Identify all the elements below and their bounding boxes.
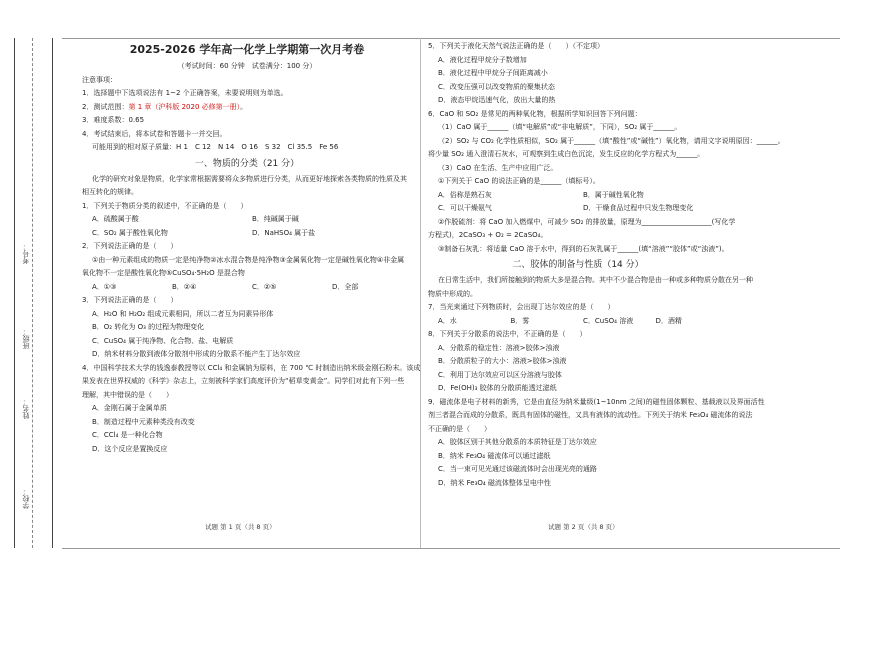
question-2-statements: ①由一种元素组成的物质一定是纯净物②冰水混合物是纯净物③金属氧化物一定是碱性氧化物④非金属 xyxy=(92,255,405,264)
question-9: 9．磁流体是电子材料的新秀，它是由直径为纳米量级(1~10nm 之间)的磁性固体颗粒、基载液以及界面活性 xyxy=(428,397,765,406)
intro-text: 化学的研究对象是物质，化学家常根据需要将众多物质进行分类，从而更好地探索各类物质的性质及其 xyxy=(92,174,407,183)
question-4-cont: 理解，其中错误的是（ ） xyxy=(82,390,173,399)
section-heading: 一、物质的分类（21 分） xyxy=(194,158,300,169)
option: D．纳米 Fe₃O₄ 磁流体整体呈电中性 xyxy=(438,478,551,487)
question-6: 6．CaO 和 SO₂ 是常见的两种氧化物，根据所学知识回答下列问题： xyxy=(428,109,642,118)
section-heading: 二、胶体的制备与性质（14 分） xyxy=(512,260,644,270)
question-6-part: ①下列关于 CaO 的说法正确的是______（填标号）。 xyxy=(438,177,600,185)
question-6-part: （1）CaO 属于______（填“电解质”或“非电解质”，下同），SO₂ 属于______。 xyxy=(438,123,682,131)
option: C．可以干燥氨气 xyxy=(438,204,492,212)
notice-item: 1．选择题中下选项说法有 1~2 个正确答案，未要说明则为单选。 xyxy=(82,89,288,97)
option: D．液态甲烷迅速气化，放出大量的热 xyxy=(438,96,556,104)
question-3: 3．下列说法正确的是（ ） xyxy=(82,296,178,304)
option: B．液化过程中甲烷分子间距离减小 xyxy=(438,69,548,77)
option: C．SO₂ 属于酸性氧化物 xyxy=(92,228,168,237)
atomic-mass: 可能用到的相对原子质量：H 1 C 12 N 14 O 16 S 32 Cl 35.5 Fe 56 xyxy=(92,143,339,151)
option: B．分散质粒子的大小：溶液>胶体>浊液 xyxy=(438,357,567,365)
question-7: 7．当光束通过下列物质时，会出现丁达尔效应的是（ ） xyxy=(428,303,615,311)
notice-item: 3．难度系数：0.65 xyxy=(82,116,145,124)
right-column xyxy=(428,40,785,490)
option: C．CuSO₄ 溶液 xyxy=(583,316,634,325)
exam-title: 2025-2026 学年高一化学上学期第一次月考卷 xyxy=(129,43,365,56)
question-6-part: （3）CaO 在生活、生产中应用广泛。 xyxy=(438,163,558,172)
option: D．这个反应是置换反应 xyxy=(92,444,168,453)
notice-scope xyxy=(82,101,412,115)
question-6-part: ②作脱硫剂：将 CaO 加入燃煤中，可减少 SO₂ 的排放量，原理为____________________(写化学 xyxy=(438,217,736,226)
page-footer: 试题 第 2 页（共 8 页） xyxy=(548,523,619,531)
binding-dash-line xyxy=(32,38,33,548)
option: C．CCl₄ 是一种化合物 xyxy=(92,431,163,439)
option: B．雾 xyxy=(510,316,530,325)
question-9-cont: 不正确的是（ ） xyxy=(428,424,491,433)
intro-text: 在日常生活中，我们所接触到的物质大多是混合物。其中不少混合物是由一种或多种物质分散在另一种 xyxy=(438,276,753,284)
frame-bottom xyxy=(62,548,840,549)
question-2: 2．下列说法正确的是（ ） xyxy=(82,242,178,250)
scope-highlight: 第 1 章（沪科版 2020 必修第一册） xyxy=(128,102,241,111)
question-1: 1．下列关于物质分类的叙述中，不正确的是（ ） xyxy=(82,201,248,210)
option: A．硫酸属于酸 xyxy=(92,215,139,223)
option: A．分散系的稳定性：溶液>胶体>浊液 xyxy=(438,343,560,352)
option: A．胶体区别于其他分散系的本质特征是丁达尔效应 xyxy=(438,438,597,446)
scope-suffix: 。 xyxy=(240,102,248,111)
q2-options xyxy=(82,281,412,295)
option: A．液化过程甲烷分子数增加 xyxy=(438,55,527,64)
option: C．当一束可见光通过该磁流体时会出现光亮的通路 xyxy=(438,465,597,473)
question-2-statements: 氧化物不一定是酸性氧化物⑤CuSO₄·5H₂O 是混合物 xyxy=(82,269,245,277)
question-4-cont: 果发表在世界权威的《科学》杂志上，立刻被科学家们高度评价为“稻草变黄金”。同学们对此有下列一些 xyxy=(82,377,405,385)
option: B．纳米 Fe₃O₄ 磁流体可以通过滤纸 xyxy=(438,451,551,460)
binding-margin xyxy=(8,38,56,548)
q7-options xyxy=(428,315,728,329)
binding-line xyxy=(52,38,53,548)
q6-options xyxy=(428,189,728,216)
question-6-part: ③制备石灰乳：将适量 CaO 溶于水中，得到的石灰乳属于______(填“溶液”“胶体”或“浊液”)。 xyxy=(438,244,729,253)
page-footer: 试题 第 1 页（共 8 页） xyxy=(205,523,276,531)
option: A．俗称是熟石灰 xyxy=(438,190,492,199)
question-9-cont: 剂三者混合而成的分散系，既具有固体的磁性，又具有液体的流动性。下列关于纳米 Fe₃O₄ 磁流体的说法 xyxy=(428,411,753,419)
option: C．改变压强可以改变物质的聚集状态 xyxy=(438,82,555,91)
option: D．酒精 xyxy=(655,316,682,325)
notice-head: 注意事项： xyxy=(82,75,117,84)
option: B．O₂ 转化为 O₃ 的过程为物理变化 xyxy=(92,323,205,331)
option: B．纯碱属于碱 xyxy=(252,215,299,223)
option: D．Fe(OH)₃ 胶体的分散质能透过滤纸 xyxy=(438,384,557,392)
question-4: 4．中国科学技术大学的钱逸泰教授等以 CCl₄ 和金属钠为原料，在 700 ℃ 时制造出纳米级金刚石粉末。该成 xyxy=(82,363,421,372)
name-label: 姓名： xyxy=(22,398,30,419)
option: D．全部 xyxy=(332,282,359,291)
column-divider xyxy=(420,38,421,548)
option: B．②④ xyxy=(172,282,197,291)
option: A．金刚石属于金属单质 xyxy=(92,404,167,412)
option: B．属于碱性氧化物 xyxy=(583,190,644,199)
option: A．水 xyxy=(438,316,457,325)
scope-prefix: 2．测试范围： xyxy=(82,102,129,111)
option: D．干燥食品过程中只发生物理变化 xyxy=(583,204,694,212)
option: C．②⑤ xyxy=(252,282,277,291)
left-column xyxy=(82,40,421,456)
question-6-part: 将少量 SO₂ 通入澄清石灰水，可观察到生成白色沉淀，发生反应的化学方程式为______。 xyxy=(428,150,705,158)
frame-top xyxy=(62,38,840,39)
option: A．①③ xyxy=(92,282,117,291)
question-5: 5．下列关于液化天然气说法正确的是（ ）（不定项） xyxy=(428,42,604,50)
q1-options xyxy=(82,213,412,240)
question-6-part: （2）SO₂ 与 CO₂ 化学性质相似，SO₂ 属于______（填“酸性”或“碱性”）氧化物，请用文字说明原因：______。 xyxy=(438,136,785,145)
id-label: 考号： xyxy=(22,243,30,264)
notice-item: 4．考试结束后，将本试卷和答题卡一并交回。 xyxy=(82,129,227,138)
intro-text: 物质中形成的。 xyxy=(428,289,477,298)
question-6-part: 方程式)，2CaSO₃ + O₂ = 2CaSO₄。 xyxy=(428,231,548,239)
question-8: 8．下列关于分散系的说法中，不正确的是（ ） xyxy=(428,330,587,338)
option: C．利用丁达尔效应可以区分溶液与胶体 xyxy=(438,370,562,379)
intro-text: 相互转化的规律。 xyxy=(82,188,138,196)
exam-meta: （考试时间：60 分钟 试卷满分：100 分） xyxy=(177,62,317,70)
option: A．H₂O 和 H₂O₂ 组成元素相同，所以二者互为同素异形体 xyxy=(92,309,274,318)
option: C．CuSO₄ 属于纯净物、化合物、盐、电解质 xyxy=(92,336,234,345)
class-label: 班级： xyxy=(22,328,30,349)
school-label: 学校： xyxy=(22,488,30,509)
option: B．制造过程中元素种类没有改变 xyxy=(92,417,195,426)
option: D．纳米材料分散到液体分散剂中形成的分散系不能产生丁达尔效应 xyxy=(92,350,301,358)
option: D．NaHSO₄ 属于盐 xyxy=(252,228,316,237)
binding-line xyxy=(14,38,15,548)
